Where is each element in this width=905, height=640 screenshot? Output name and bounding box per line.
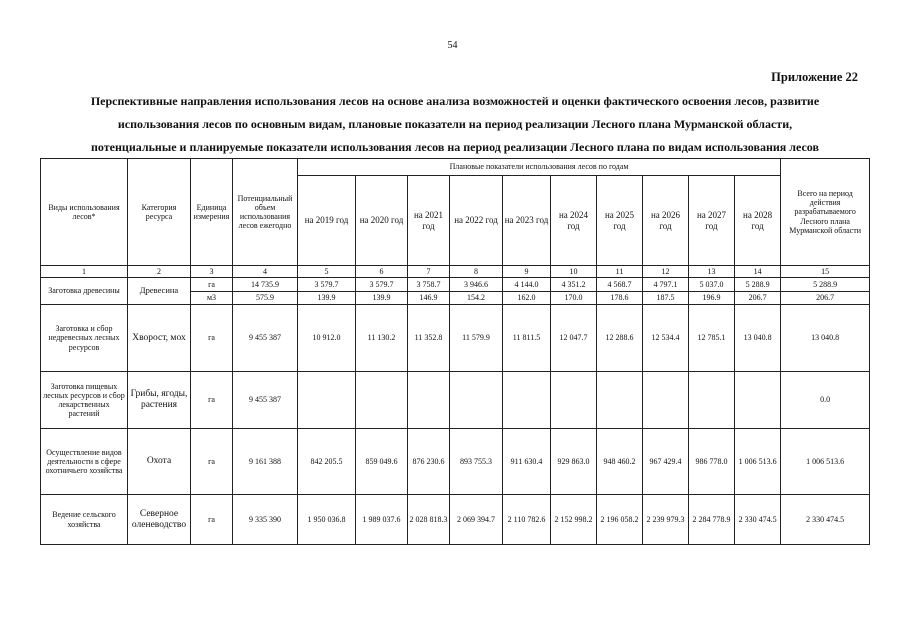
row-year-value: 11 352.8: [408, 305, 450, 372]
row-year-value: 187.5: [643, 292, 689, 305]
row-category: Грибы, ягоды, растения: [128, 372, 191, 429]
row-total: 5 288.9: [781, 278, 870, 292]
row-year-value: 967 429.4: [643, 429, 689, 495]
title-line: потенциальные и планируемые показатели использования лесов на период реализации Лесного плана по видам использования лесов: [91, 140, 819, 154]
row-year-value: 162.0: [503, 292, 551, 305]
column-number: 8: [450, 266, 503, 278]
page-number: 54: [447, 40, 458, 51]
row-potential: 9 335 390: [233, 495, 298, 545]
row-year-value: 986 778.0: [689, 429, 735, 495]
header-year: на 2028 год: [735, 176, 781, 266]
row-unit: га: [191, 278, 233, 292]
table-row: [41, 278, 870, 292]
row-year-value: 4 351.2: [551, 278, 597, 292]
header-year: на 2019 год: [298, 176, 356, 266]
appendix-label: Приложение 22: [771, 70, 858, 84]
row-year-value: 876 230.6: [408, 429, 450, 495]
row-category: Северное оленеводство: [128, 495, 191, 545]
column-number: 7: [408, 266, 450, 278]
row-year-value: 4 797.1: [643, 278, 689, 292]
header-use-types: Виды использования лесов*: [41, 159, 128, 266]
row-year-value: 154.2: [450, 292, 503, 305]
header-plan-indicators: Плановые показатели использования лесов по годам: [298, 159, 781, 176]
column-number: 13: [689, 266, 735, 278]
column-number: 15: [781, 266, 870, 278]
row-year-value: 5 288.9: [735, 278, 781, 292]
header-year: на 2021 год: [408, 176, 450, 266]
row-category: Охота: [128, 429, 191, 495]
row-potential: 9 455 387: [233, 372, 298, 429]
row-year-value: 178.6: [597, 292, 643, 305]
row-potential: 9 161 388: [233, 429, 298, 495]
header-year: на 2023 год: [503, 176, 551, 266]
row-year-value: 12 785.1: [689, 305, 735, 372]
row-use-type: Заготовка пищевых лесных ресурсов и сбор лекарственных растений: [41, 372, 128, 429]
row-year-value: 2 284 778.9: [689, 495, 735, 545]
row-use-type: Осуществление видов деятельности в сфере охотничьего хозяйства: [41, 429, 128, 495]
row-total: 2 330 474.5: [781, 495, 870, 545]
document-title: [40, 90, 870, 159]
column-number: 4: [233, 266, 298, 278]
forest-use-table: [40, 158, 870, 545]
header-unit: Единица измерения: [191, 159, 233, 266]
column-number: 10: [551, 266, 597, 278]
row-year-value: [643, 372, 689, 429]
row-year-value: 842 205.5: [298, 429, 356, 495]
header-year: на 2024 год: [551, 176, 597, 266]
title-line: использования лесов по основным видам, плановые показатели на период реализации Лесного плана Мурманской области,: [117, 117, 793, 131]
table-row: [41, 495, 870, 545]
header-resource-category: Категория ресурса: [128, 159, 191, 266]
row-year-value: [298, 372, 356, 429]
row-year-value: 2 330 474.5: [735, 495, 781, 545]
column-number: 3: [191, 266, 233, 278]
row-year-value: 12 047.7: [551, 305, 597, 372]
row-year-value: 859 049.6: [356, 429, 408, 495]
header-year: на 2020 год: [356, 176, 408, 266]
row-total: 13 040.8: [781, 305, 870, 372]
header-year: на 2025 год: [597, 176, 643, 266]
row-use-type: Заготовка древесины: [41, 278, 128, 305]
row-year-value: [597, 372, 643, 429]
row-year-value: [356, 372, 408, 429]
row-unit: га: [191, 429, 233, 495]
table-row: [41, 429, 870, 495]
column-number: 12: [643, 266, 689, 278]
row-year-value: [503, 372, 551, 429]
row-year-value: 1 950 036.8: [298, 495, 356, 545]
row-year-value: 2 152 998.2: [551, 495, 597, 545]
row-use-type: Ведение сельского хозяйства: [41, 495, 128, 545]
row-total: 1 006 513.6: [781, 429, 870, 495]
row-year-value: [408, 372, 450, 429]
row-year-value: 3 579.7: [298, 278, 356, 292]
row-year-value: 139.9: [298, 292, 356, 305]
row-year-value: 11 579.9: [450, 305, 503, 372]
row-year-value: 2 069 394.7: [450, 495, 503, 545]
row-total: 206.7: [781, 292, 870, 305]
table-row: [41, 305, 870, 372]
row-year-value: 196.9: [689, 292, 735, 305]
row-category: Хворост, мох: [128, 305, 191, 372]
row-year-value: 948 460.2: [597, 429, 643, 495]
row-potential: 9 455 387: [233, 305, 298, 372]
header-total: Всего на период действия разрабатываемого Лесного плана Мурманской области: [781, 159, 870, 266]
row-year-value: 206.7: [735, 292, 781, 305]
row-year-value: 10 912.0: [298, 305, 356, 372]
column-number: 14: [735, 266, 781, 278]
row-category: Древесина: [128, 278, 191, 305]
row-use-type: Заготовка и сбор недревесных лесных ресурсов: [41, 305, 128, 372]
row-year-value: 5 037.0: [689, 278, 735, 292]
row-unit: га: [191, 372, 233, 429]
row-year-value: 139.9: [356, 292, 408, 305]
header-potential-volume: Потенциальный объем использования лесов ежегодно: [233, 159, 298, 266]
header-year: на 2022 год: [450, 176, 503, 266]
row-year-value: 146.9: [408, 292, 450, 305]
row-year-value: 3 946.6: [450, 278, 503, 292]
row-year-value: 2 028 818.3: [408, 495, 450, 545]
row-year-value: [450, 372, 503, 429]
row-year-value: 1 006 513.6: [735, 429, 781, 495]
table-row: [41, 372, 870, 429]
row-potential: 575.9: [233, 292, 298, 305]
row-year-value: 893 755.3: [450, 429, 503, 495]
row-year-value: 12 288.6: [597, 305, 643, 372]
row-year-value: 911 630.4: [503, 429, 551, 495]
column-number: 11: [597, 266, 643, 278]
header-year: на 2027 год: [689, 176, 735, 266]
header-year: на 2026 год: [643, 176, 689, 266]
row-year-value: 2 110 782.6: [503, 495, 551, 545]
row-year-value: [551, 372, 597, 429]
column-number: 1: [41, 266, 128, 278]
row-unit: м3: [191, 292, 233, 305]
row-year-value: 4 144.0: [503, 278, 551, 292]
row-year-value: 3 758.7: [408, 278, 450, 292]
row-unit: га: [191, 305, 233, 372]
row-total: 0.0: [781, 372, 870, 429]
row-year-value: 11 130.2: [356, 305, 408, 372]
row-year-value: [689, 372, 735, 429]
row-year-value: 12 534.4: [643, 305, 689, 372]
row-potential: 14 735.9: [233, 278, 298, 292]
row-year-value: 2 239 979.3: [643, 495, 689, 545]
column-number: 6: [356, 266, 408, 278]
row-year-value: [735, 372, 781, 429]
column-number: 5: [298, 266, 356, 278]
row-year-value: 3 579.7: [356, 278, 408, 292]
row-year-value: 4 568.7: [597, 278, 643, 292]
row-year-value: 11 811.5: [503, 305, 551, 372]
row-year-value: 929 863.0: [551, 429, 597, 495]
column-number: 2: [128, 266, 191, 278]
row-year-value: 13 040.8: [735, 305, 781, 372]
row-year-value: 2 196 058.2: [597, 495, 643, 545]
column-number: 9: [503, 266, 551, 278]
row-year-value: 1 989 037.6: [356, 495, 408, 545]
row-year-value: 170.0: [551, 292, 597, 305]
row-unit: га: [191, 495, 233, 545]
title-line: Перспективные направления использования лесов на основе анализа возможностей и оценки фактического освоения лесов, развитие: [90, 94, 820, 108]
